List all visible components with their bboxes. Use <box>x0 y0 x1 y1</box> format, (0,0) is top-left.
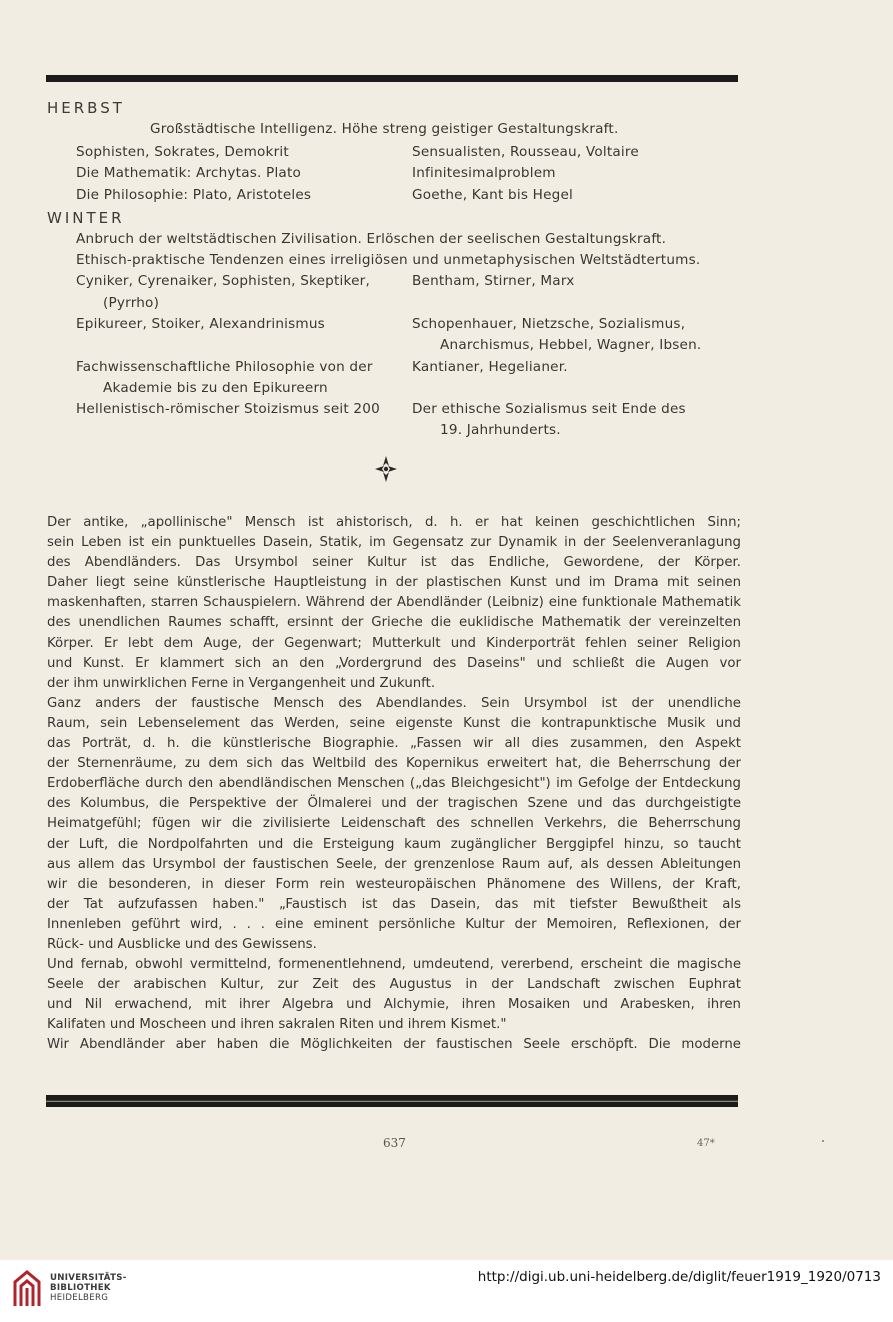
body-line: Daher liegt seine künstlerische Hauptleistung in der plastischen Kunst und im Drama mit seinen <box>47 575 741 591</box>
fleuron-ornament-icon <box>374 454 398 484</box>
speck <box>822 1140 824 1142</box>
body-line: Erdoberfläche durch den abendländischen Menschen („das Bleichgesicht") im Gefolge der Entdeckung <box>47 776 741 792</box>
top-rule <box>46 75 738 82</box>
body-text <box>47 513 741 1056</box>
body-line: Heimatgefühl; fügen wir die zivilisierte Leidenschaft des schnellen Verkehrs, die Beherrschung <box>47 816 741 832</box>
winter-right-4: Der ethische Sozialismus seit Ende des <box>412 401 686 417</box>
page-number: 637 <box>383 1136 406 1150</box>
body-line: Der antike, „apollinische" Mensch ist ahistorisch, d. h. er hat keinen geschichtlichen Sinn; <box>47 515 741 530</box>
body-line: Raum, sein Lebenselement das Werden, seine eigenste Kunst die kontrapunktische Musik und <box>47 715 741 731</box>
herbst-right-2: Infinitesimalproblem <box>412 165 556 181</box>
source-url-link[interactable]: http://digi.ub.uni-heidelberg.de/diglit/feuer1919_1920/0713 <box>477 1269 881 1285</box>
herbst-summary: Großstädtische Intelligenz. Höhe streng geistiger Gestaltungskraft. <box>150 121 619 137</box>
winter-left-2: Epikureer, Stoiker, Alexandrinismus <box>76 316 325 332</box>
body-line: der ihm unwirklichen Ferne in Vergangenheit und Zukunft. <box>47 675 436 691</box>
winter-left-3b: Akademie bis zu den Epikureern <box>103 380 328 396</box>
winter-right-1: Bentham, Stirner, Marx <box>412 273 575 289</box>
signature-mark: 47* <box>697 1138 715 1149</box>
body-line: Und fernab, obwohl vermittelnd, formenentlehnend, umdeutend, vererbend, erscheint die magische <box>47 957 741 973</box>
library-line-2: BIBLIOTHEK <box>50 1283 111 1293</box>
herbst-heading: HERBST <box>47 99 125 117</box>
winter-summary-2: Ethisch-praktische Tendenzen eines irreligiösen und unmetaphysischen Weltstädtertums. <box>76 252 701 268</box>
winter-summary-1: Anbruch der weltstädtischen Zivilisation. Erlöschen der seelischen Gestaltungskraft. <box>76 231 667 247</box>
body-line: wir die besonderen, in dieser Form rein westeuropäischen Phänomene des Willens, der Kraft, <box>47 876 741 892</box>
winter-left-4: Hellenistisch-römischer Stoizismus seit 200 <box>76 401 380 417</box>
body-line: der Tat aufzufassen haben." „Faustisch ist das Dasein, das mit tiefster Bewußtheit als <box>47 896 741 912</box>
body-line: sein Leben ist ein punktuelles Dasein, Statik, im Gegensatz zur Dynamik in der Seelenveranlagung <box>47 535 741 551</box>
body-line: und Kunst. Er klammert sich an den „Vordergrund des Daseins" und schließt die Augen vor <box>47 655 741 671</box>
body-line: Körper. Er lebt dem Auge, der Gegenwart; Mutterkult und Kinderporträt fehlen seiner Religion <box>47 635 741 651</box>
library-line-3: HEIDELBERG <box>50 1293 109 1303</box>
bottom-rule <box>46 1095 738 1107</box>
body-line: Innenleben geführt wird, . . . eine eminent persönliche Kultur der Memoiren, Reflexionen, der <box>47 916 741 932</box>
body-line: Seele der arabischen Kultur, zur Zeit des Augustus in der Landschaft zwischen Euphrat <box>47 977 741 993</box>
winter-left-3: Fachwissenschaftliche Philosophie von der <box>76 359 373 375</box>
body-line: Kalifaten und Moscheen und ihren sakralen Riten und ihrem Kismet." <box>47 1017 507 1033</box>
herbst-left-3: Die Philosophie: Plato, Aristoteles <box>76 187 312 203</box>
winter-right-3: Kantianer, Hegelianer. <box>412 359 568 375</box>
body-line: das Porträt, d. h. die künstlerische Biographie. „Fassen wir all dies zusammen, den Aspekt <box>47 736 741 752</box>
winter-right-2b: Anarchismus, Hebbel, Wagner, Ibsen. <box>440 337 702 353</box>
library-logo-icon <box>11 1268 43 1308</box>
body-line: des unendlichen Raumes schafft, ersinnt der Grieche die euklidische Mathematik der vereinzelten <box>47 615 741 631</box>
winter-right-4b: 19. Jahrhunderts. <box>440 422 561 438</box>
herbst-right-1: Sensualisten, Rousseau, Voltaire <box>412 144 639 160</box>
body-line: der Sternenräume, zu dem sich das Weltbild des Kopernikus erweitert hat, die Beherrschung der <box>47 756 741 772</box>
body-line: der Luft, die Nordpolfahrten und die Ersteigung kaum zugänglicher Berggipfel hinzu, so taucht <box>47 836 741 852</box>
body-line: aus allem das Ursymbol der faustischen Seele, der grenzenlose Raum auf, als dessen Ableitungen <box>47 856 741 872</box>
body-line: maskenhaften, starren Schauspielern. Während der Abendländer (Leibniz) eine funktionale Mathematik <box>47 595 741 611</box>
body-line: des Abendländers. Das Ursymbol seiner Kultur ist das Endliche, Gewordene, der Körper. <box>47 555 741 571</box>
body-line: Wir Abendländer aber haben die Möglichkeiten der faustischen Seele erschöpft. Die moderne <box>47 1037 741 1053</box>
herbst-left-1: Sophisten, Sokrates, Demokrit <box>76 144 289 160</box>
library-line-1: UNIVERSITÄTS- <box>50 1273 127 1283</box>
herbst-left-2: Die Mathematik: Archytas. Plato <box>76 165 302 181</box>
winter-left-1b: (Pyrrho) <box>103 295 160 311</box>
body-line: Rück- und Ausblicke und des Gewissens. <box>47 936 317 952</box>
library-name <box>50 1273 127 1303</box>
body-line: und Nil erwachend, mit ihrer Algebra und Alchymie, ihren Mosaiken und Arabesken, ihren <box>47 997 741 1013</box>
footer-bar <box>0 1260 893 1322</box>
body-line: des Kolumbus, die Perspektive der Ölmalerei und der tragischen Szene und das durchgeistigte <box>47 796 741 812</box>
body-line: Ganz anders der faustische Mensch des Abendlandes. Sein Ursymbol ist der unendliche <box>47 695 741 711</box>
winter-right-2: Schopenhauer, Nietzsche, Sozialismus, <box>412 316 686 332</box>
herbst-right-3: Goethe, Kant bis Hegel <box>412 187 574 203</box>
winter-left-1: Cyniker, Cyrenaiker, Sophisten, Skeptiker, <box>76 273 370 289</box>
winter-heading: WINTER <box>47 209 125 227</box>
